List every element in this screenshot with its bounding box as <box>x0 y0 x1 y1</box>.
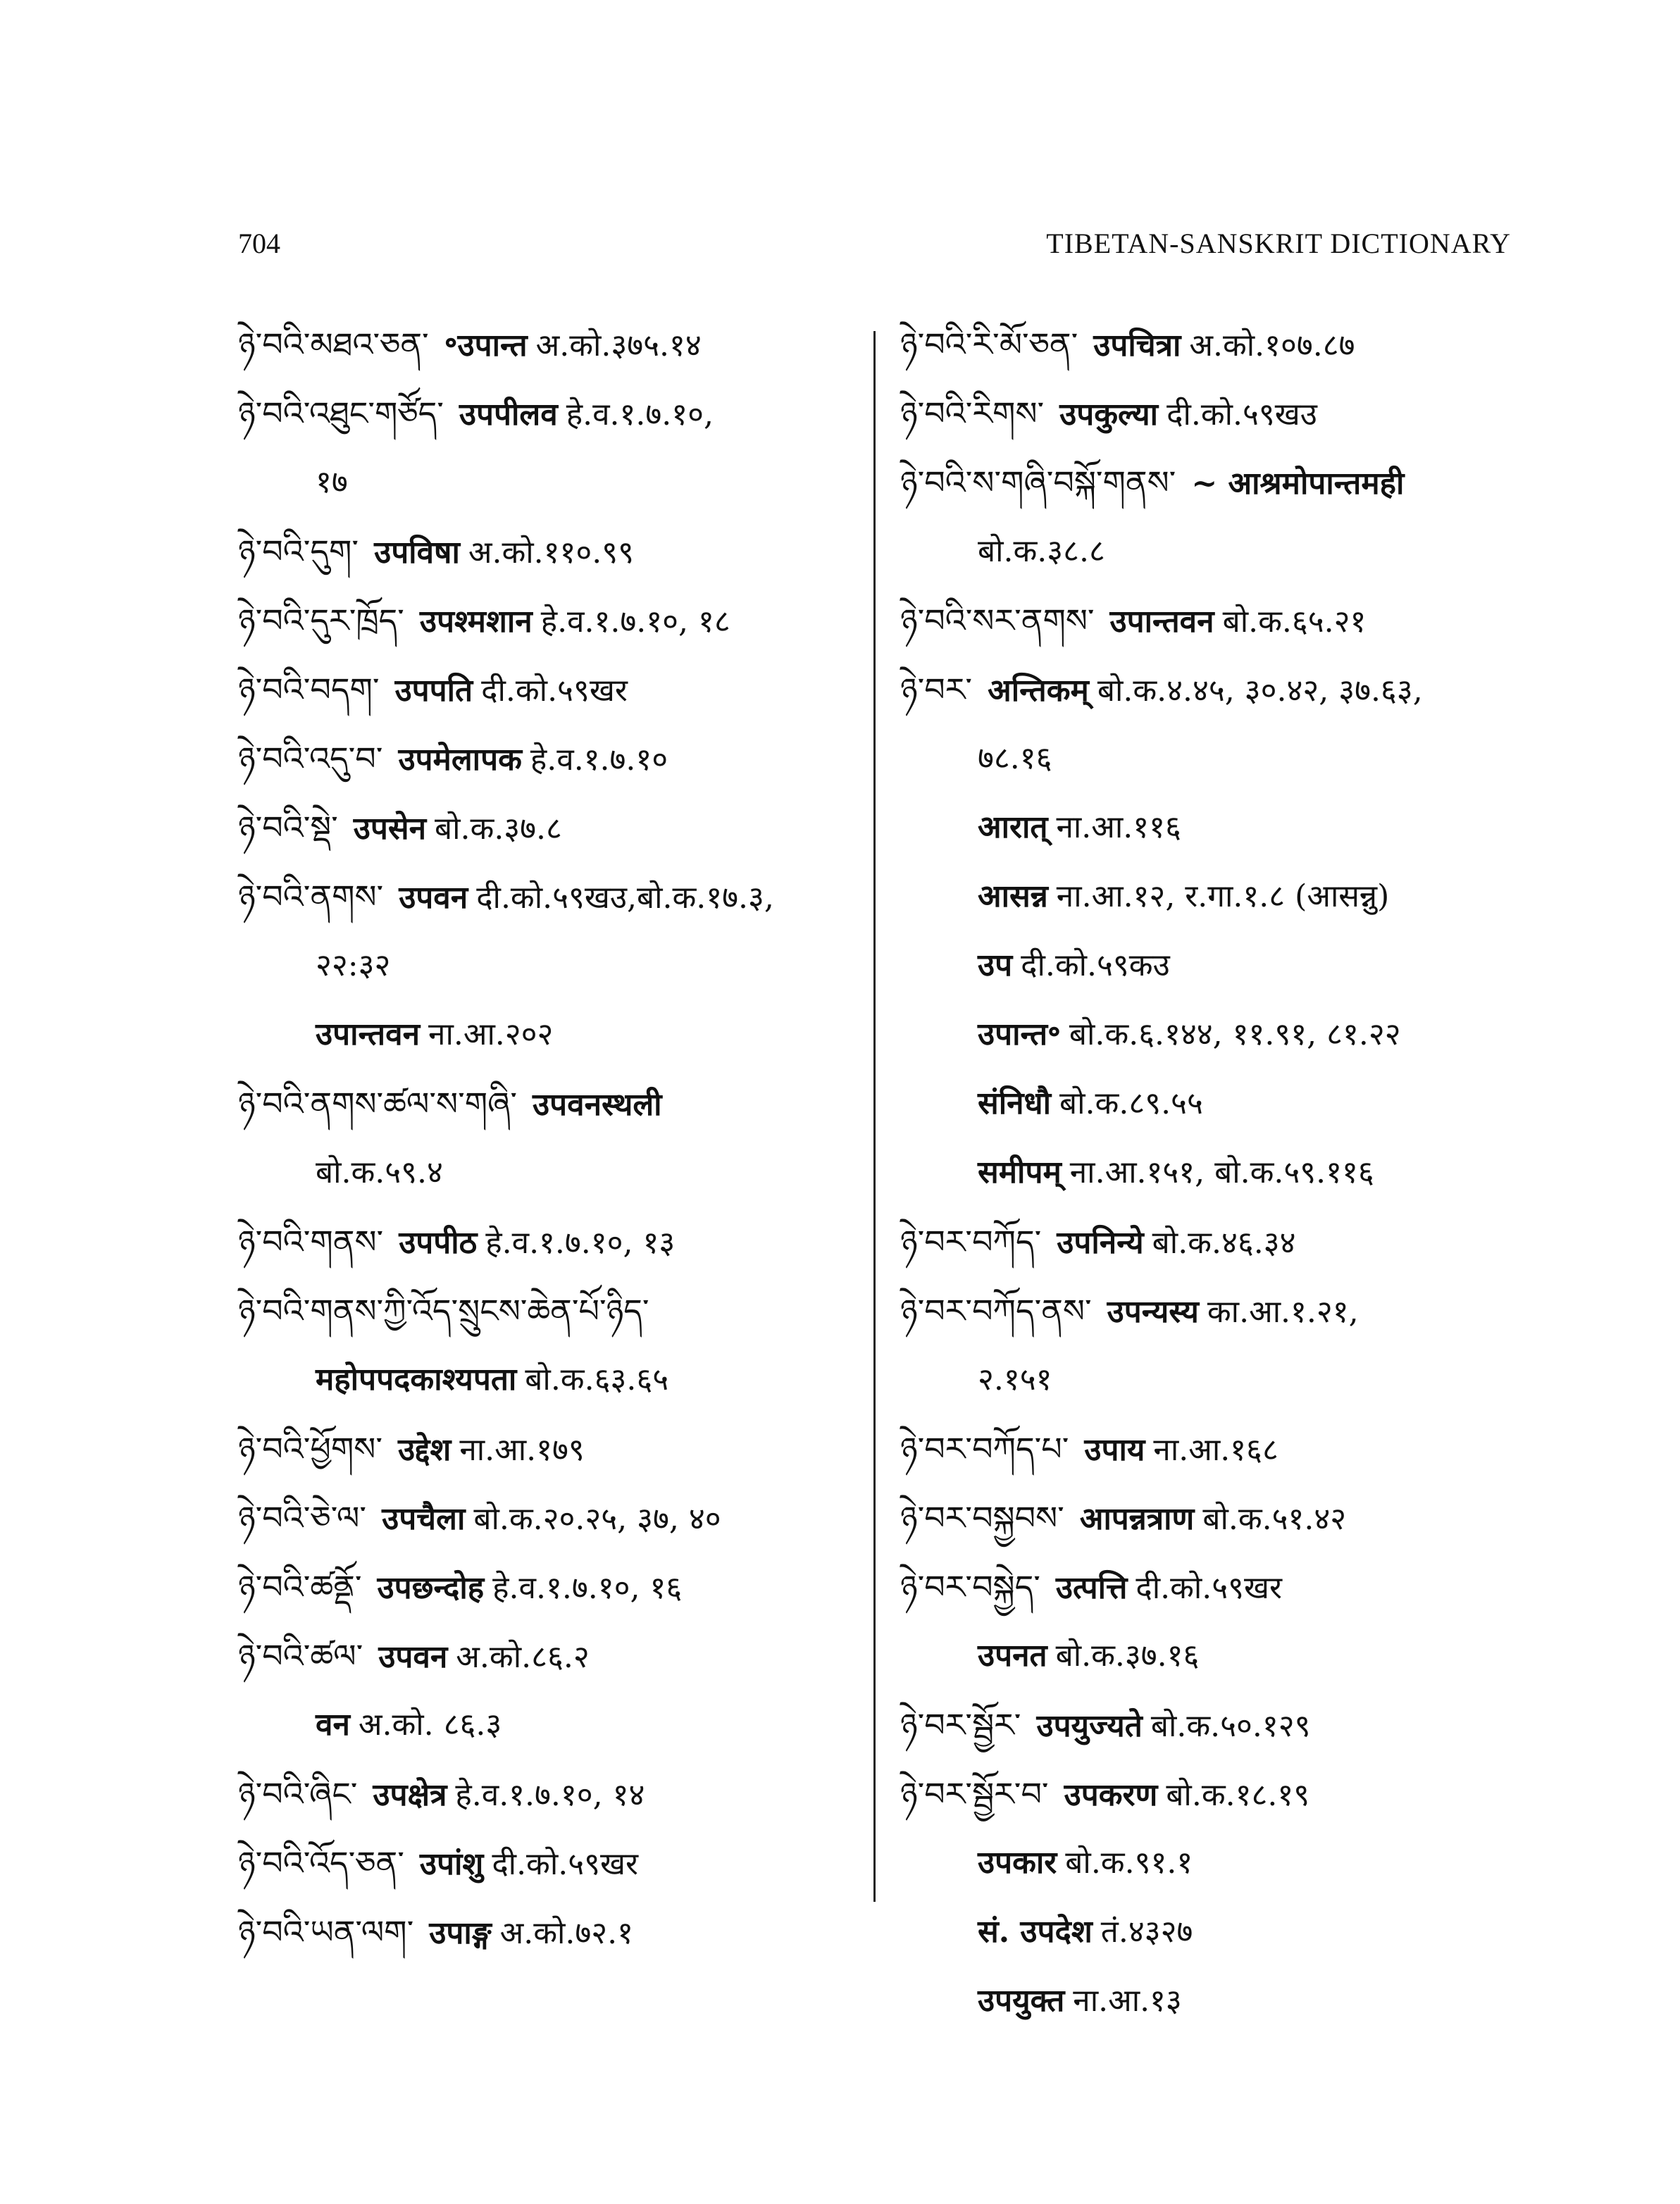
sanskrit-equivalent: उत्पत्ति <box>1055 1570 1128 1606</box>
source-reference: का.आ.१.२१, <box>1207 1294 1359 1330</box>
tibetan-headword: ཉེ་བའི་ནགས་ <box>238 878 384 916</box>
tibetan-headword: ཉེ་བའི་ཅེ་ལ་ <box>238 1499 367 1537</box>
page-number: 704 <box>238 228 280 259</box>
sanskrit-equivalent: उपविषा <box>374 535 460 571</box>
sanskrit-equivalent: उपयुक्त <box>978 1983 1065 2019</box>
source-reference: हे.व.१.७.१०, <box>566 397 714 432</box>
sanskrit-equivalent: उपान्तवन <box>316 1016 421 1052</box>
tibetan-headword: ཉེ་བའི་ཚལ་ <box>238 1637 363 1675</box>
sanskrit-equivalent: उपनिन्ये <box>1057 1225 1144 1261</box>
running-head: TIBETAN-SANSKRIT DICTIONARY <box>1046 228 1511 259</box>
source-reference: हे.व.१.७.१०, १८ <box>540 604 730 640</box>
dictionary-entry-line <box>238 793 858 862</box>
dictionary-entry-line <box>238 1000 858 1069</box>
column-divider <box>873 331 876 1902</box>
source-reference: ना.आ.१२, र.गा.१.८ (आसन्नु) <box>1056 878 1390 914</box>
tibetan-headword: ཉེ་བའི་ཚནྡོ་ <box>238 1568 362 1606</box>
dictionary-entry-line <box>900 655 1534 724</box>
sanskrit-equivalent: आसन्न <box>978 878 1048 914</box>
dictionary-entry-line <box>238 379 858 448</box>
dictionary-entry-line <box>238 1829 858 1898</box>
tibetan-headword: ཉེ་བའི་ཡན་ལག་ <box>238 1913 414 1951</box>
source-reference: बो.क.५१.४२ <box>1202 1501 1347 1537</box>
dictionary-entry-line <box>238 1207 858 1276</box>
source-reference: हे.व.१.७.१०, १३ <box>485 1225 676 1261</box>
source-reference: दी.को.५९कउ <box>1021 947 1170 983</box>
sanskrit-equivalent: अन्तिकम् <box>988 673 1089 709</box>
source-reference: बो.क.५९.४ <box>316 1154 443 1190</box>
source-reference: १७ <box>316 464 348 500</box>
dictionary-entry-line <box>900 1000 1534 1069</box>
tibetan-headword: ཉེ་བར་བཀོད་ <box>900 1223 1042 1261</box>
sanskrit-equivalent: वन <box>316 1707 350 1743</box>
source-reference: हे.व.१.७.१० <box>530 742 668 778</box>
dictionary-entry-line <box>900 1345 1534 1414</box>
source-reference: अ.को.३७५.१४ <box>535 328 702 363</box>
sanskrit-equivalent: सं. उपदेश <box>978 1914 1093 1950</box>
sanskrit-equivalent: उपयुज्यते <box>1036 1708 1143 1744</box>
dictionary-entry-line <box>900 517 1534 586</box>
dictionary-entry-line <box>900 1898 1534 1967</box>
tibetan-headword: ཉེ་བར་སྦྱོར་བ་ <box>900 1775 1049 1813</box>
tibetan-headword: ཉེ་བའི་དུར་ཁྲོད་ <box>238 602 404 640</box>
dictionary-entry-line <box>900 1414 1534 1483</box>
tibetan-headword: ཉེ་བའི་དུག་ <box>238 533 359 571</box>
tibetan-headword: ཉེ་བར་སྦྱོར་ <box>900 1706 1021 1744</box>
sanskrit-equivalent: उपकरण <box>1064 1777 1158 1813</box>
source-reference: बो.क.३७.८ <box>435 811 562 847</box>
sanskrit-equivalent: उपचित्रा <box>1093 328 1181 363</box>
tibetan-headword: ཉེ་བའི་མཐའ་ཅན་ <box>238 325 429 363</box>
sanskrit-equivalent: ~ आश्रमोपान्तमही <box>1191 466 1405 502</box>
sanskrit-equivalent: उपान्त॰ <box>978 1016 1061 1052</box>
tibetan-headword: ཉེ་བར་བཀོད་ནས་ <box>900 1292 1092 1330</box>
dictionary-entry-line <box>238 1414 858 1483</box>
source-reference: ना.आ.१३ <box>1073 1983 1182 2019</box>
source-reference: बो.क.९१.१ <box>1065 1845 1193 1881</box>
sanskrit-equivalent: उपवन <box>399 880 468 916</box>
sanskrit-equivalent: उपान्तवन <box>1109 604 1214 640</box>
tibetan-headword: ཉེ་བའི་འཐུང་གཙོད་ <box>238 394 444 432</box>
dictionary-entry-line <box>238 655 858 724</box>
sanskrit-equivalent: उपाङ्ग <box>429 1915 492 1951</box>
dictionary-entry-line <box>900 862 1534 931</box>
sanskrit-equivalent: उपनत <box>978 1638 1047 1674</box>
source-reference: बो.क.१८.१९ <box>1166 1777 1310 1813</box>
dictionary-entry-line <box>900 931 1534 1000</box>
source-reference: बो.क.८९.५५ <box>1059 1085 1203 1121</box>
source-reference: ना.आ.११६ <box>1056 809 1181 845</box>
sanskrit-equivalent: आपन्नत्राण <box>1079 1501 1195 1537</box>
sanskrit-equivalent: उपकुल्या <box>1059 397 1159 432</box>
source-reference: ना.आ.१७९ <box>459 1432 585 1468</box>
left-column <box>238 310 858 1967</box>
tibetan-headword: ཉེ་བའི་གནས་ཀྱི་འོད་སྲུངས་ཆེན་པོ་ཉིད་ <box>238 1292 649 1330</box>
dictionary-entry-line <box>900 793 1534 862</box>
tibetan-headword: ཉེ་བའི་རིགས་ <box>900 394 1045 432</box>
dictionary-entry-line <box>238 1898 858 1967</box>
source-reference: दी.को.५९खर <box>1135 1570 1283 1606</box>
dictionary-entry-line <box>900 1691 1534 1760</box>
tibetan-headword: ཉེ་བའི་རི་མོ་ཅན་ <box>900 325 1078 363</box>
dictionary-entry-line <box>900 1207 1534 1276</box>
sanskrit-equivalent: उपसेन <box>353 811 427 847</box>
tibetan-headword: ཉེ་བའི་འོད་ཅན་ <box>238 1844 404 1882</box>
tibetan-headword: ཉེ་བའི་སྡེ་ <box>238 809 338 847</box>
sanskrit-equivalent: उपाय <box>1084 1432 1145 1468</box>
source-reference: बो.क.४६.३४ <box>1152 1225 1296 1261</box>
dictionary-entry-line <box>238 586 858 655</box>
tibetan-headword: ཉེ་བར་བསྐྱབས་ <box>900 1499 1064 1537</box>
sanskrit-equivalent: उपपीलव <box>459 397 558 432</box>
dictionary-entry-line <box>900 1760 1534 1829</box>
sanskrit-equivalent: उपवनस्थली <box>533 1087 662 1123</box>
tibetan-headword: ཉེ་བར་བསྐྱེད་ <box>900 1568 1040 1606</box>
source-reference: बो.क.६३.६५ <box>525 1362 669 1397</box>
source-reference: २.१५१ <box>978 1362 1052 1397</box>
source-reference: बो.क.५०.१२९ <box>1150 1708 1311 1744</box>
dictionary-entry-line <box>238 1069 858 1138</box>
dictionary-entry-line <box>238 931 858 1000</box>
source-reference: बो.क.६.१४४, ११.९१, ८१.२२ <box>1069 1016 1401 1052</box>
dictionary-entry-line <box>238 1483 858 1552</box>
sanskrit-equivalent: उपपति <box>394 673 473 709</box>
dictionary-entry-line <box>238 724 858 793</box>
source-reference: अ.को.१०७.८७ <box>1189 328 1355 363</box>
source-reference: ७८.१६ <box>978 740 1052 776</box>
dictionary-entry-line <box>900 1621 1534 1691</box>
tibetan-headword: ཉེ་བའི་ཕྱོགས་ <box>238 1430 382 1468</box>
sanskrit-equivalent: उपांशु <box>419 1846 484 1882</box>
tibetan-headword: ཉེ་བའི་བདག་ <box>238 671 380 709</box>
sanskrit-equivalent: उपकार <box>978 1845 1057 1881</box>
dictionary-entry-line <box>238 1621 858 1691</box>
source-reference: अ.को.८६.२ <box>456 1639 590 1675</box>
source-reference: अ.को.११०.९९ <box>468 535 635 571</box>
dictionary-entry-line <box>900 1967 1534 2036</box>
dictionary-entry-line <box>900 1829 1534 1898</box>
right-column <box>900 310 1534 2036</box>
source-reference: बो.क.३८.८ <box>978 533 1105 569</box>
dictionary-entry-line <box>238 1691 858 1760</box>
tibetan-headword: ཉེ་བའི་ཞིང་ <box>238 1775 358 1813</box>
tibetan-headword: ཉེ་བའི་ས་གཞི་བསྐོ་གནས་ <box>900 463 1176 502</box>
dictionary-entry-line <box>238 862 858 931</box>
dictionary-entry-line <box>900 724 1534 793</box>
sanskrit-equivalent: उपचैला <box>382 1501 466 1537</box>
sanskrit-equivalent: संनिधौ <box>978 1085 1052 1121</box>
dictionary-entry-line <box>238 1552 858 1621</box>
dictionary-entry-line <box>900 1069 1534 1138</box>
source-reference: २२:३२ <box>316 947 391 983</box>
tibetan-headword: ཉེ་བའི་སར་ནགས་ <box>900 602 1095 640</box>
sanskrit-equivalent: आरात् <box>978 809 1048 845</box>
dictionary-entry-line <box>238 1276 858 1345</box>
tibetan-headword: ཉེ་བའི་ནགས་ཚལ་ས་གཞི་ <box>238 1085 518 1123</box>
sanskrit-equivalent: उपक्षेत्र <box>373 1777 447 1813</box>
sanskrit-equivalent: समीपम् <box>978 1154 1062 1190</box>
sanskrit-equivalent: ॰उपान्त <box>444 328 528 363</box>
dictionary-entry-line <box>900 586 1534 655</box>
sanskrit-equivalent: उप <box>978 947 1013 983</box>
source-reference: ना.आ.१५१, बो.क.५९.११६ <box>1069 1154 1374 1190</box>
source-reference: हे.व.१.७.१०, १४ <box>455 1777 645 1813</box>
source-reference: बो.क.३७.१६ <box>1055 1638 1200 1674</box>
source-reference: दी.को.५९खउ <box>1166 397 1317 432</box>
dictionary-entry-line <box>900 310 1534 379</box>
sanskrit-equivalent: उपश्मशान <box>419 604 533 640</box>
dictionary-entry-line <box>900 1138 1534 1207</box>
tibetan-headword: ཉེ་བར་བཀོད་པ་ <box>900 1430 1069 1468</box>
tibetan-headword: ཉེ་བར་ <box>900 671 973 709</box>
source-reference: हे.व.१.७.१०, १६ <box>492 1570 683 1606</box>
sanskrit-equivalent: उपपीठ <box>399 1225 478 1261</box>
source-reference: बो.क.४.४५, ३०.४२, ३७.६३, <box>1097 673 1423 709</box>
source-reference: ना.आ.१६८ <box>1153 1432 1278 1468</box>
sanskrit-equivalent: उपमेलापक <box>398 742 522 778</box>
dictionary-entry-line <box>238 1760 858 1829</box>
tibetan-headword: ཉེ་བའི་གནས་ <box>238 1223 384 1261</box>
sanskrit-equivalent: उद्देश <box>397 1432 452 1468</box>
source-reference: ना.आ.२०२ <box>428 1016 554 1052</box>
dictionary-entry-line <box>238 448 858 517</box>
source-reference: तं.४३२७ <box>1100 1914 1193 1950</box>
dictionary-entry-line <box>900 1483 1534 1552</box>
sanskrit-equivalent: महोपपदकाश्यपता <box>316 1362 517 1397</box>
dictionary-entry-line <box>238 1345 858 1414</box>
dictionary-entry-line <box>238 1138 858 1207</box>
dictionary-entry-line <box>238 310 858 379</box>
dictionary-entry-line <box>900 448 1534 517</box>
source-reference: बो.क.६५.२१ <box>1222 604 1367 640</box>
source-reference: अ.को.७२.१ <box>499 1915 633 1951</box>
source-reference: दी.को.५९खर <box>492 1846 638 1882</box>
source-reference: बो.क.२०.२५, ३७, ४० <box>473 1501 721 1537</box>
dictionary-entry-line <box>900 379 1534 448</box>
dictionary-entry-line <box>900 1552 1534 1621</box>
sanskrit-equivalent: उपन्यस्य <box>1107 1294 1199 1330</box>
sanskrit-equivalent: उपछन्दोह <box>377 1570 485 1606</box>
source-reference: दी.को.५९खउ,बो.क.१७.३, <box>476 880 774 916</box>
dictionary-entry-line <box>900 1276 1534 1345</box>
sanskrit-equivalent: उपवन <box>378 1639 448 1675</box>
source-reference: अ.को. ८६.३ <box>358 1707 502 1743</box>
tibetan-headword: ཉེ་བའི་འདུ་བ་ <box>238 740 383 778</box>
dictionary-entry-line <box>238 517 858 586</box>
source-reference: दी.को.५९खर <box>481 673 628 709</box>
